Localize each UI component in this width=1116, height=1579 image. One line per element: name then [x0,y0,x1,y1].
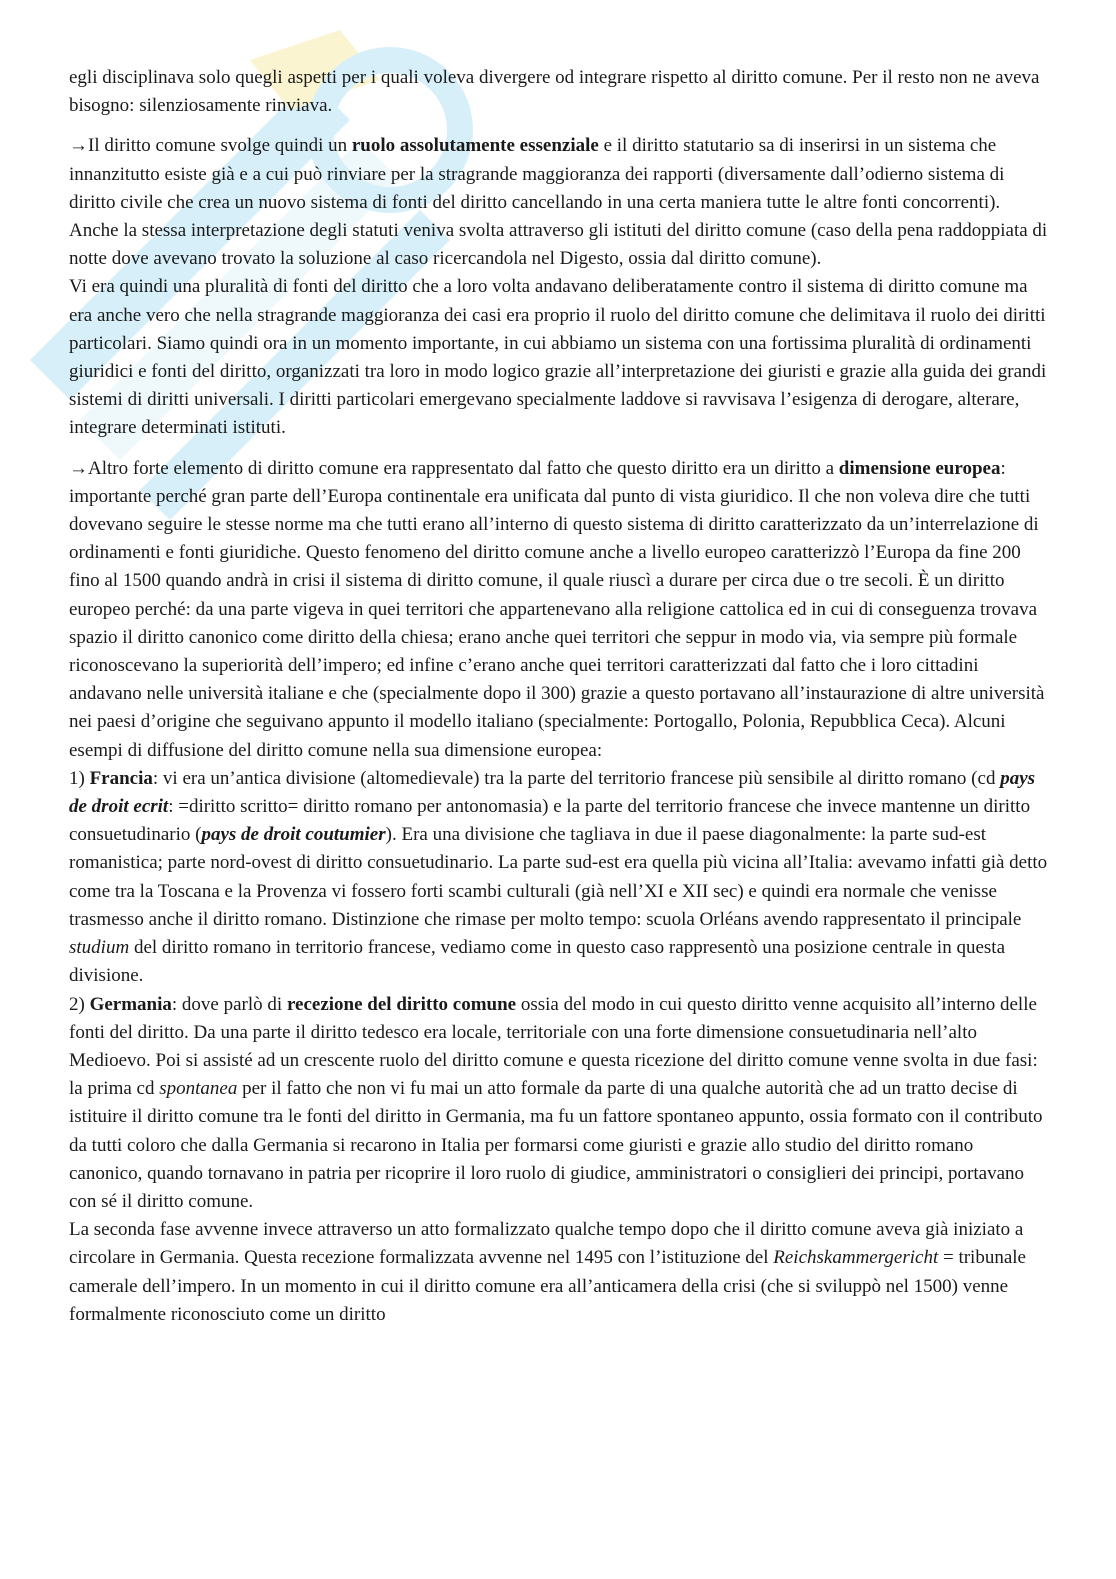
paragraph-ruolo-essenziale: →Il diritto comune svolge quindi un ruolo assolutamente essenziale e il diritto statutario sa di inserirsi in un sistema che innanzitutto esiste già e a cui può rinviare per la stragrande maggioranza dei rapporti (diversamente dall’odierno sistema di diritto civile che crea un nuovo sistema di fonti del diritto cancellando in una certa maniera tutte le altre fonti concorrenti). Anche la stessa interpretazione degli statuti veniva svolta attraverso gli istituti del diritto comune (caso della pena raddoppiata di notte dove avevano trovato la soluzione al caso ricercandola nel Digesto, ossia dal diritto comune). [69,135,1048,270]
paragraph-pluralita-fonti: Vi era quindi una pluralità di fonti del diritto che a loro volta andavano deliberatamente contro il sistema di diritto comune ma era anche vero che nella stragrande maggioranza dei casi era proprio il ruolo del diritto comune che delimitava il ruolo dei diritti particolari. Siamo quindi ora in un momento importante, in cui abbiamo un sistema con una fortissima pluralità di ordinamenti giuridici e fonti del diritto, organizzati tra loro in modo logico grazie all’interpretazione dei giuristi e grazie alla guida dei grandi sistemi di diritti universali. I diritti particolari emergevano specialmente laddove si ravvisava l’esigenza di derogare, alterare, integrare determinati istituti. [69,276,1047,439]
arrow-icon: → [69,457,88,479]
list-item-francia: 1) Francia: vi era un’antica divisione (altomedievale) tra la parte del territorio francese più sensibile al diritto romano (cd pays de droit ecrit: =diritto scritto= diritto romano per antonomasia) e la parte del territorio francese che invece mantenne un diritto consuetudinario (pays de droit coutumier). Era una divisione che tagliava in due il paese diagonalmente: la parte sud-est romanistica; parte nord-ovest di diritto consuetudinario. La parte sud-est era quella più vicina all’Italia: avevamo infatti già detto come tra la Toscana e la Provenza vi fossero forti scambi culturali (già nell’XI e XII sec) e quindi era normale che venisse trasmesso anche il diritto romano. Distinzione che rimase per molto tempo: scuola Orléans avendo rappresentato il principale studium del diritto romano in territorio francese, vediamo come in questo caso rappresentò una posizione centrale in questa divisione. [69,767,1048,987]
document-page [69,64,1049,1329]
paragraph-dimensione-europea: →Altro forte elemento di diritto comune era rappresentato dal fatto che questo diritto era un diritto a dimensione europea: importante perché gran parte dell’Europa continentale era unificata dal punto di vista giuridico. Il che non voleva dire che tutti dovevano seguire le stesse norme ma che tutti erano all’interno di questo sistema di diritto caratterizzato da un’interrelazione di ordinamenti e fonti giuridiche. Questo fenomeno del diritto comune anche a livello europeo caratterizzò l’Europa da fine 200 fino al 1500 quando andrà in crisi il sistema di diritto comune, il quale riuscì a durare per circa due o tre secoli. È un diritto europeo perché: da una parte vigeva in quei territori che appartenevano alla religione cattolica ed in cui di conseguenza trovava spazio il diritto canonico come diritto della chiesa; erano anche quei territori che seppur in modo via, via sempre più formale riconoscevano la superiorità dell’impero; ed infine c’erano anche quei territori caratterizzati dal fatto che i loro cittadini andavano nelle università italiane e che (specialmente dopo il 300) grazie a questo portavano all’instaurazione di altre università nei paesi d’origine che seguivano appunto il modello italiano (specialmente: Portogallo, Polonia, Repubblica Ceca). Alcuni esempi di diffusione del diritto comune nella sua dimensione europea: [69,457,1045,761]
paragraph-intro: egli disciplinava solo quegli aspetti per i quali voleva divergere od integrare rispetto al diritto comune. Per il resto non ne aveva bisogno: silenziosamente rinviava. [69,67,1040,117]
arrow-icon: → [69,135,88,157]
list-item-germania: 2) Germania: dove parlò di recezione del diritto comune ossia del modo in cui questo diritto venne acquisito all’interno delle fonti del diritto. Da una parte il diritto tedesco era locale, territoriale con una forte dimensione consuetudinaria nell’alto Medioevo. Poi si assisté ad un crescente ruolo del diritto comune e questa ricezione del diritto comune venne svolta in due fasi: la prima cd spontanea per il fatto che non vi fu mai un atto formale da parte di una qualche autorità che ad un tratto decise di istituire il diritto comune tra le fonti del diritto in Germania, ma fu un fattore spontaneo appunto, ossia formato con il contributo da tutti coloro che dalla Germania si recarono in Italia per formarsi come giuristi e grazie allo studio del diritto romano canonico, quando tornavano in patria per ricoprire il loro ruolo di giudice, amministratori o consiglieri dei principi, portavano con sé il diritto comune. [69,993,1043,1212]
paragraph-seconda-fase: La seconda fase avvenne invece attraverso un atto formalizzato qualche tempo dopo che il diritto comune aveva già iniziato a circolare in Germania. Questa recezione formalizzata avvenne nel 1495 con l’istituzione del Reichskammergericht = tribunale camerale dell’impero. In un momento in cui il diritto comune era all’anticamera della crisi (che si sviluppò nel 1500) venne formalmente riconosciuto come un diritto [69,1219,1026,1325]
